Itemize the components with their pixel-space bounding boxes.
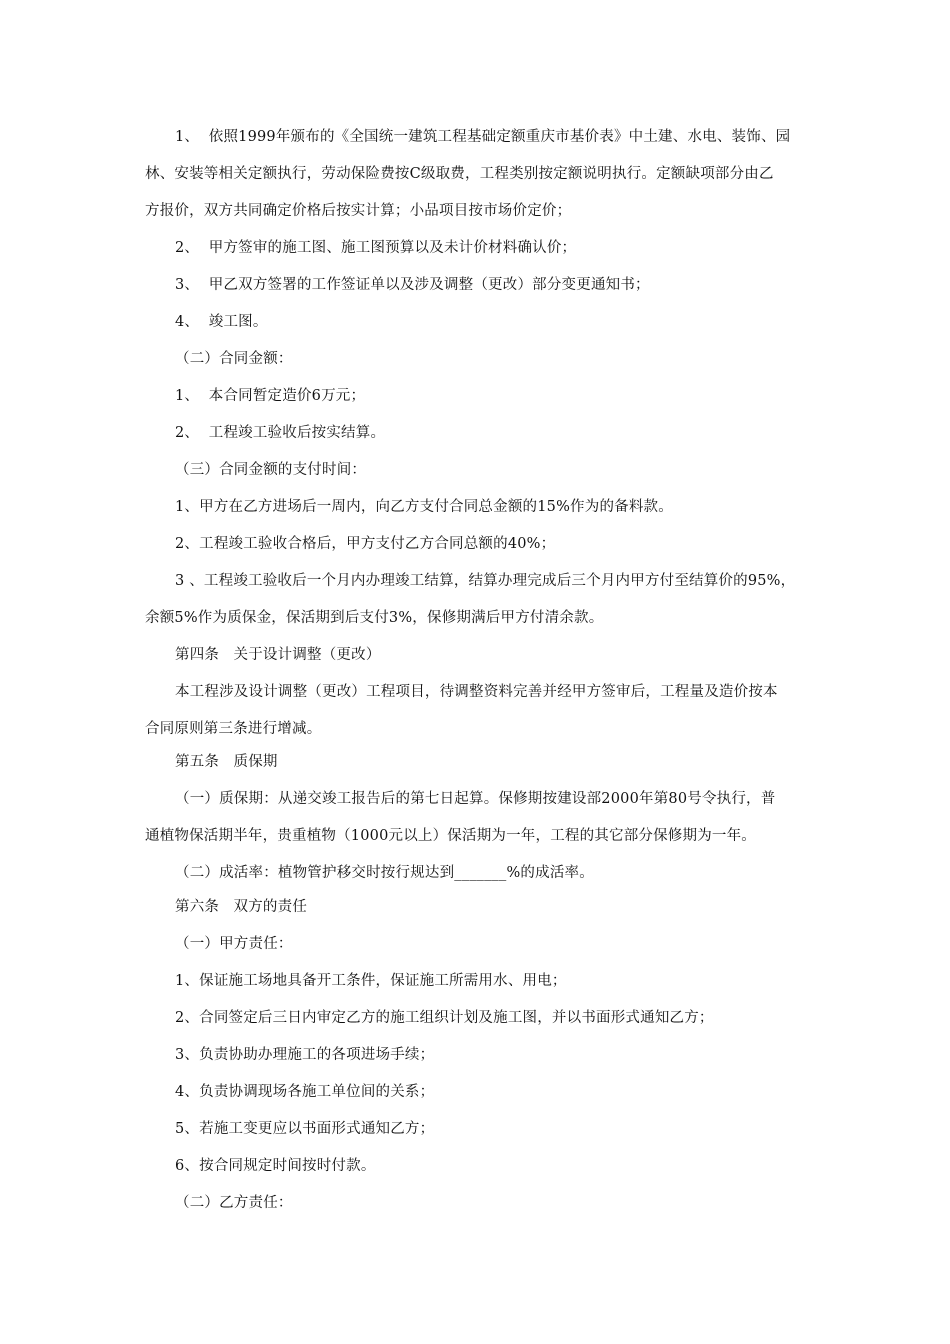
text-line: 5、若施工变更应以书面形式通知乙方； <box>175 1121 435 1137</box>
text-line: 林、安装等相关定额执行，劳动保险费按C级取费，工程类别按定额说明执行。定额缺项部分由乙 <box>145 166 774 182</box>
text-line: 通植物保活期半年，贵重植物（1000元以上）保活期为一年，工程的其它部分保修期为一年。 <box>145 828 756 844</box>
text-line: （二）成活率：植物管护移交时按行规达到_______%的成活率。 <box>175 865 594 881</box>
section-heading: （二）乙方责任： <box>175 1195 293 1211</box>
text-line: 3、 甲乙双方签署的工作签证单以及涉及调整（更改）部分变更通知书； <box>175 277 650 293</box>
text-line: 6、按合同规定时间按时付款。 <box>175 1158 376 1174</box>
article-heading: 第四条 关于设计调整（更改） <box>175 647 381 663</box>
text-line: 3 、工程竣工验收后一个月内办理竣工结算，结算办理完成后三个月内甲方付至结算价的95%， <box>175 573 796 589</box>
text-line: 2、 工程竣工验收后按实结算。 <box>175 425 386 441</box>
text-line: 余额5%作为质保金，保活期到后支付3%，保修期满后甲方付清余款。 <box>145 610 604 626</box>
text-line: 2、合同签定后三日内审定乙方的施工组织计划及施工图，并以书面形式通知乙方； <box>175 1010 714 1026</box>
text-line: 本工程涉及设计调整（更改）工程项目，待调整资料完善并经甲方签审后，工程量及造价按本 <box>175 684 778 700</box>
text-line: 1、 本合同暂定造价6万元； <box>175 388 366 404</box>
text-line: 1、保证施工场地具备开工条件，保证施工所需用水、用电； <box>175 973 567 989</box>
text-line: 方报价，双方共同确定价格后按实计算；小品项目按市场价定价； <box>145 203 572 219</box>
text-line: 2、 甲方签审的施工图、施工图预算以及未计价材料确认价； <box>175 240 577 256</box>
text-line: 2、工程竣工验收合格后，甲方支付乙方合同总额的40%； <box>175 536 556 552</box>
section-heading: （三）合同金额的支付时间： <box>175 462 367 478</box>
section-heading: （一）甲方责任： <box>175 936 293 952</box>
text-line: 1、 依照1999年颁布的《全国统一建筑工程基础定额重庆市基价表》中土建、水电、装饰、园 <box>175 129 791 145</box>
text-line: （一）质保期：从递交竣工报告后的第七日起算。保修期按建设部2000年第80号令执行，普 <box>175 791 776 807</box>
text-line: 4、负责协调现场各施工单位间的关系； <box>175 1084 435 1100</box>
text-line: 4、 竣工图。 <box>175 314 268 330</box>
article-heading: 第六条 双方的责任 <box>175 899 308 915</box>
text-line: 合同原则第三条进行增减。 <box>145 721 322 737</box>
section-heading: （二）合同金额： <box>175 351 293 367</box>
text-line: 3、负责协助办理施工的各项进场手续； <box>175 1047 435 1063</box>
text-line: 1、甲方在乙方进场后一周内，向乙方支付合同总金额的15%作为的备料款。 <box>175 499 673 515</box>
article-heading: 第五条 质保期 <box>175 754 278 770</box>
